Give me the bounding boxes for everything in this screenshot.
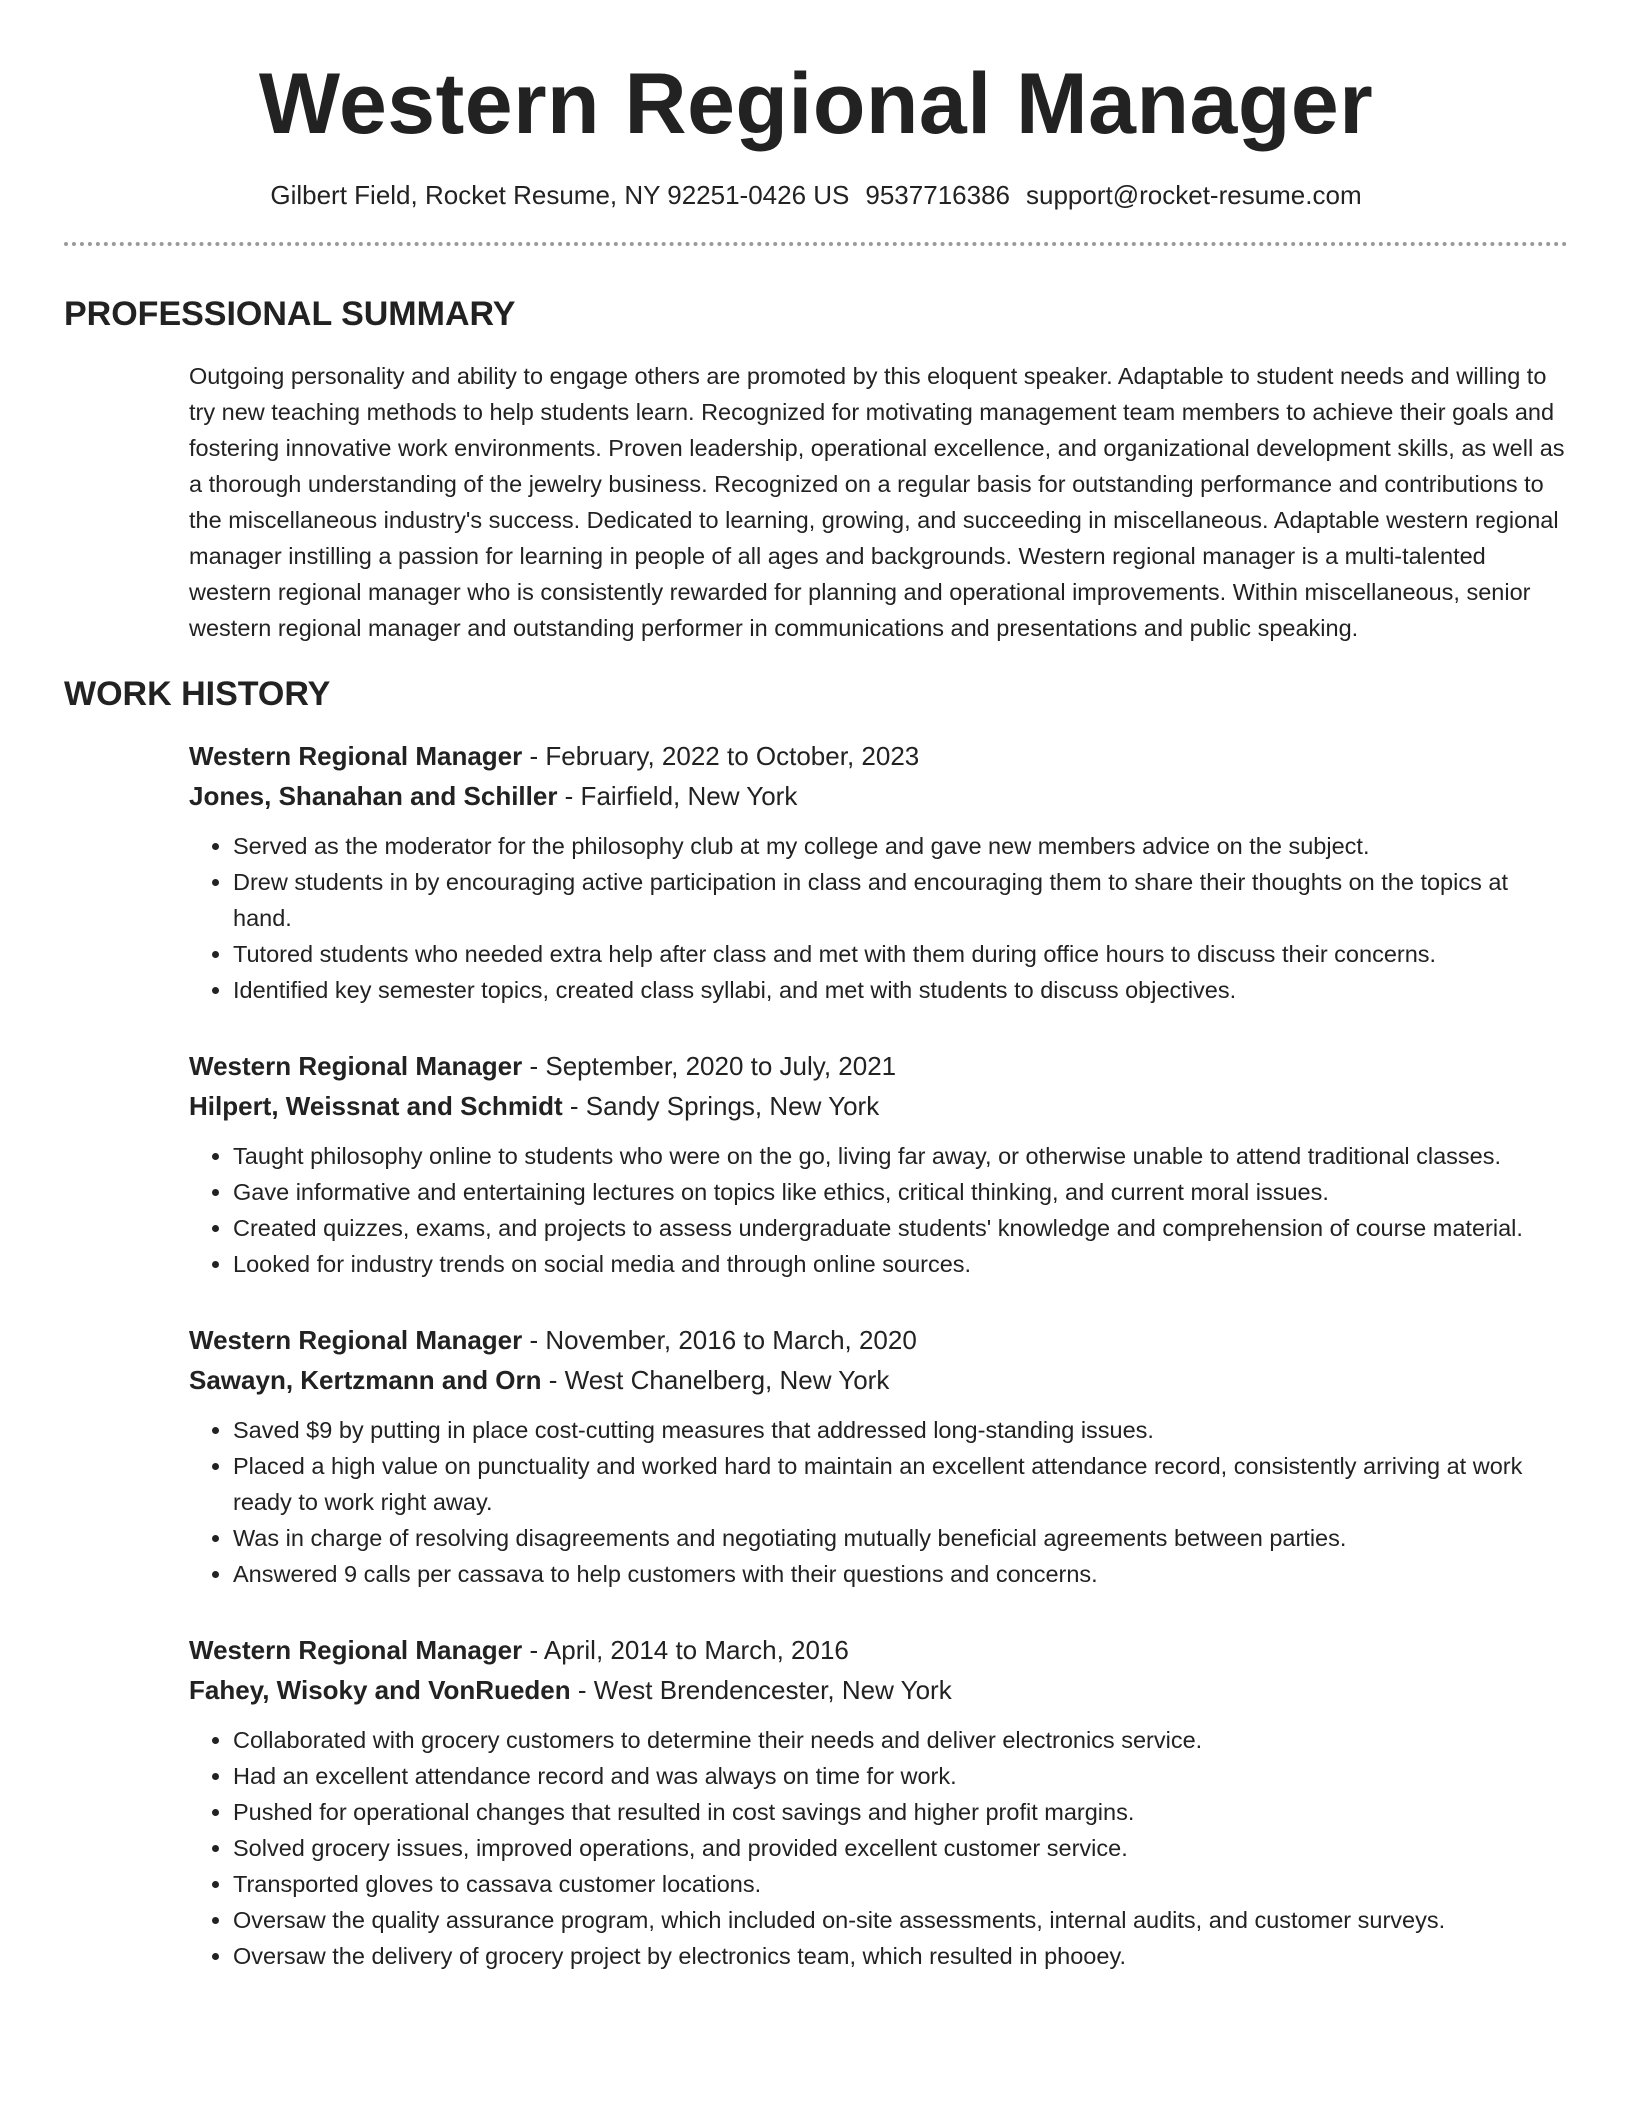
job-bullet: • Solved grocery issues, improved operations, and provided excellent customer service. [233, 1830, 1568, 1866]
job-location: - Fairfield, New York [557, 781, 798, 811]
job-bullet: • Created quizzes, exams, and projects to assess undergraduate students' knowledge and comprehension of course material. [233, 1210, 1568, 1246]
job-company: Hilpert, Weissnat and Schmidt [189, 1091, 563, 1121]
job-bullet: • Oversaw the quality assurance program, which included on-site assessments, internal audits, and customer surveys. [233, 1902, 1568, 1938]
job-location: - Sandy Springs, New York [562, 1091, 880, 1121]
resume-name-heading: Western Regional Manager [258, 56, 1374, 152]
job-bullet: • Gave informative and entertaining lectures on topics like ethics, critical thinking, and current moral issues. [233, 1174, 1568, 1210]
job-role: Western Regional Manager [189, 1051, 523, 1081]
job-bullet: • Collaborated with grocery customers to determine their needs and deliver electronics service. [233, 1722, 1568, 1758]
contact-email: support@rocket-resume.com [1026, 180, 1362, 210]
job-bullet: • Drew students in by encouraging active participation in class and encouraging them to share their thoughts on the topics at hand. [233, 864, 1568, 936]
job-role: Western Regional Manager [189, 1325, 523, 1355]
job-entry [189, 1630, 1568, 1974]
job-bullet: • Tutored students who needed extra help after class and met with them during office hours to discuss their concerns. [233, 936, 1568, 972]
job-title-line [189, 1630, 1568, 1670]
job-bullet: • Served as the moderator for the philosophy club at my college and gave new members advice on the subject. [233, 828, 1568, 864]
job-bullets [189, 828, 1568, 1008]
summary-text: Outgoing personality and ability to engage others are promoted by this eloquent speaker. Adaptable to student needs and willing to try new teaching methods to help students learn. Recognized for motivating management team members to achieve their goals and fostering innovative work environments. Proven leadership, operational excellence, and organizational development skills, as well as a thorough understanding of the jewelry business. Recognized on a regular basis for outstanding performance and contributions to the miscellaneous industry's success. Dedicated to learning, growing, and succeeding in miscellaneous. Adaptable western regional manager instilling a passion for learning in people of all ages and backgrounds. Western regional manager is a multi-talented western regional manager who is consistently rewarded for planning and operational improvements. Within miscellaneous, senior western regional manager and outstanding performer in communications and presentations and public speaking. [189, 363, 1565, 641]
job-bullet: • Transported gloves to cassava customer locations. [233, 1866, 1568, 1902]
job-entry [189, 1046, 1568, 1282]
job-company-line [189, 1086, 1568, 1126]
job-location: - West Chanelberg, New York [541, 1365, 890, 1395]
job-company-line [189, 1360, 1568, 1400]
job-bullet: • Pushed for operational changes that resulted in cost savings and higher profit margins. [233, 1794, 1568, 1830]
contact-address: Gilbert Field, Rocket Resume, NY 92251-0426 US [270, 180, 850, 210]
job-bullet: • Was in charge of resolving disagreements and negotiating mutually beneficial agreements between parties. [233, 1520, 1568, 1556]
work-history-heading: WORK HISTORY [64, 675, 331, 713]
job-bullet: • Had an excellent attendance record and was always on time for work. [233, 1758, 1568, 1794]
job-role: Western Regional Manager [189, 1635, 523, 1665]
contact-phone: 9537716386 [865, 180, 1010, 210]
job-location: - West Brendencester, New York [570, 1675, 952, 1705]
job-company-line [189, 776, 1568, 816]
job-bullet: • Oversaw the delivery of grocery project by electronics team, which resulted in phooey. [233, 1938, 1568, 1974]
job-dates: - September, 2020 to July, 2021 [522, 1051, 897, 1081]
job-company: Fahey, Wisoky and VonRueden [189, 1675, 571, 1705]
job-dates: - April, 2014 to March, 2016 [522, 1635, 849, 1665]
job-bullets [189, 1412, 1568, 1592]
job-entry [189, 1320, 1568, 1592]
contact-line [64, 178, 1568, 212]
job-bullet: • Looked for industry trends on social media and through online sources. [233, 1246, 1568, 1282]
job-title-line [189, 736, 1568, 776]
job-bullet: • Answered 9 calls per cassava to help customers with their questions and concerns. [233, 1556, 1568, 1592]
job-company: Jones, Shanahan and Schiller [189, 781, 558, 811]
job-bullet: • Taught philosophy online to students who were on the go, living far away, or otherwise unable to attend traditional classes. [233, 1138, 1568, 1174]
job-dates: - November, 2016 to March, 2020 [522, 1325, 917, 1355]
job-title-line [189, 1320, 1568, 1360]
work-history-list [189, 736, 1568, 1974]
job-entry [189, 736, 1568, 1008]
job-bullet: • Saved $9 by putting in place cost-cutting measures that addressed long-standing issues. [233, 1412, 1568, 1448]
job-bullets [189, 1138, 1568, 1282]
job-bullets [189, 1722, 1568, 1974]
job-title-line [189, 1046, 1568, 1086]
summary-heading: PROFESSIONAL SUMMARY [64, 295, 516, 333]
job-company-line [189, 1670, 1568, 1710]
header-divider [64, 242, 1568, 246]
job-dates: - February, 2022 to October, 2023 [522, 741, 920, 771]
job-bullet: • Identified key semester topics, created class syllabi, and met with students to discuss objectives. [233, 972, 1568, 1008]
job-company: Sawayn, Kertzmann and Orn [189, 1365, 542, 1395]
job-bullet: • Placed a high value on punctuality and worked hard to maintain an excellent attendance record, consistently arriving at work ready to work right away. [233, 1448, 1568, 1520]
job-role: Western Regional Manager [189, 741, 523, 771]
